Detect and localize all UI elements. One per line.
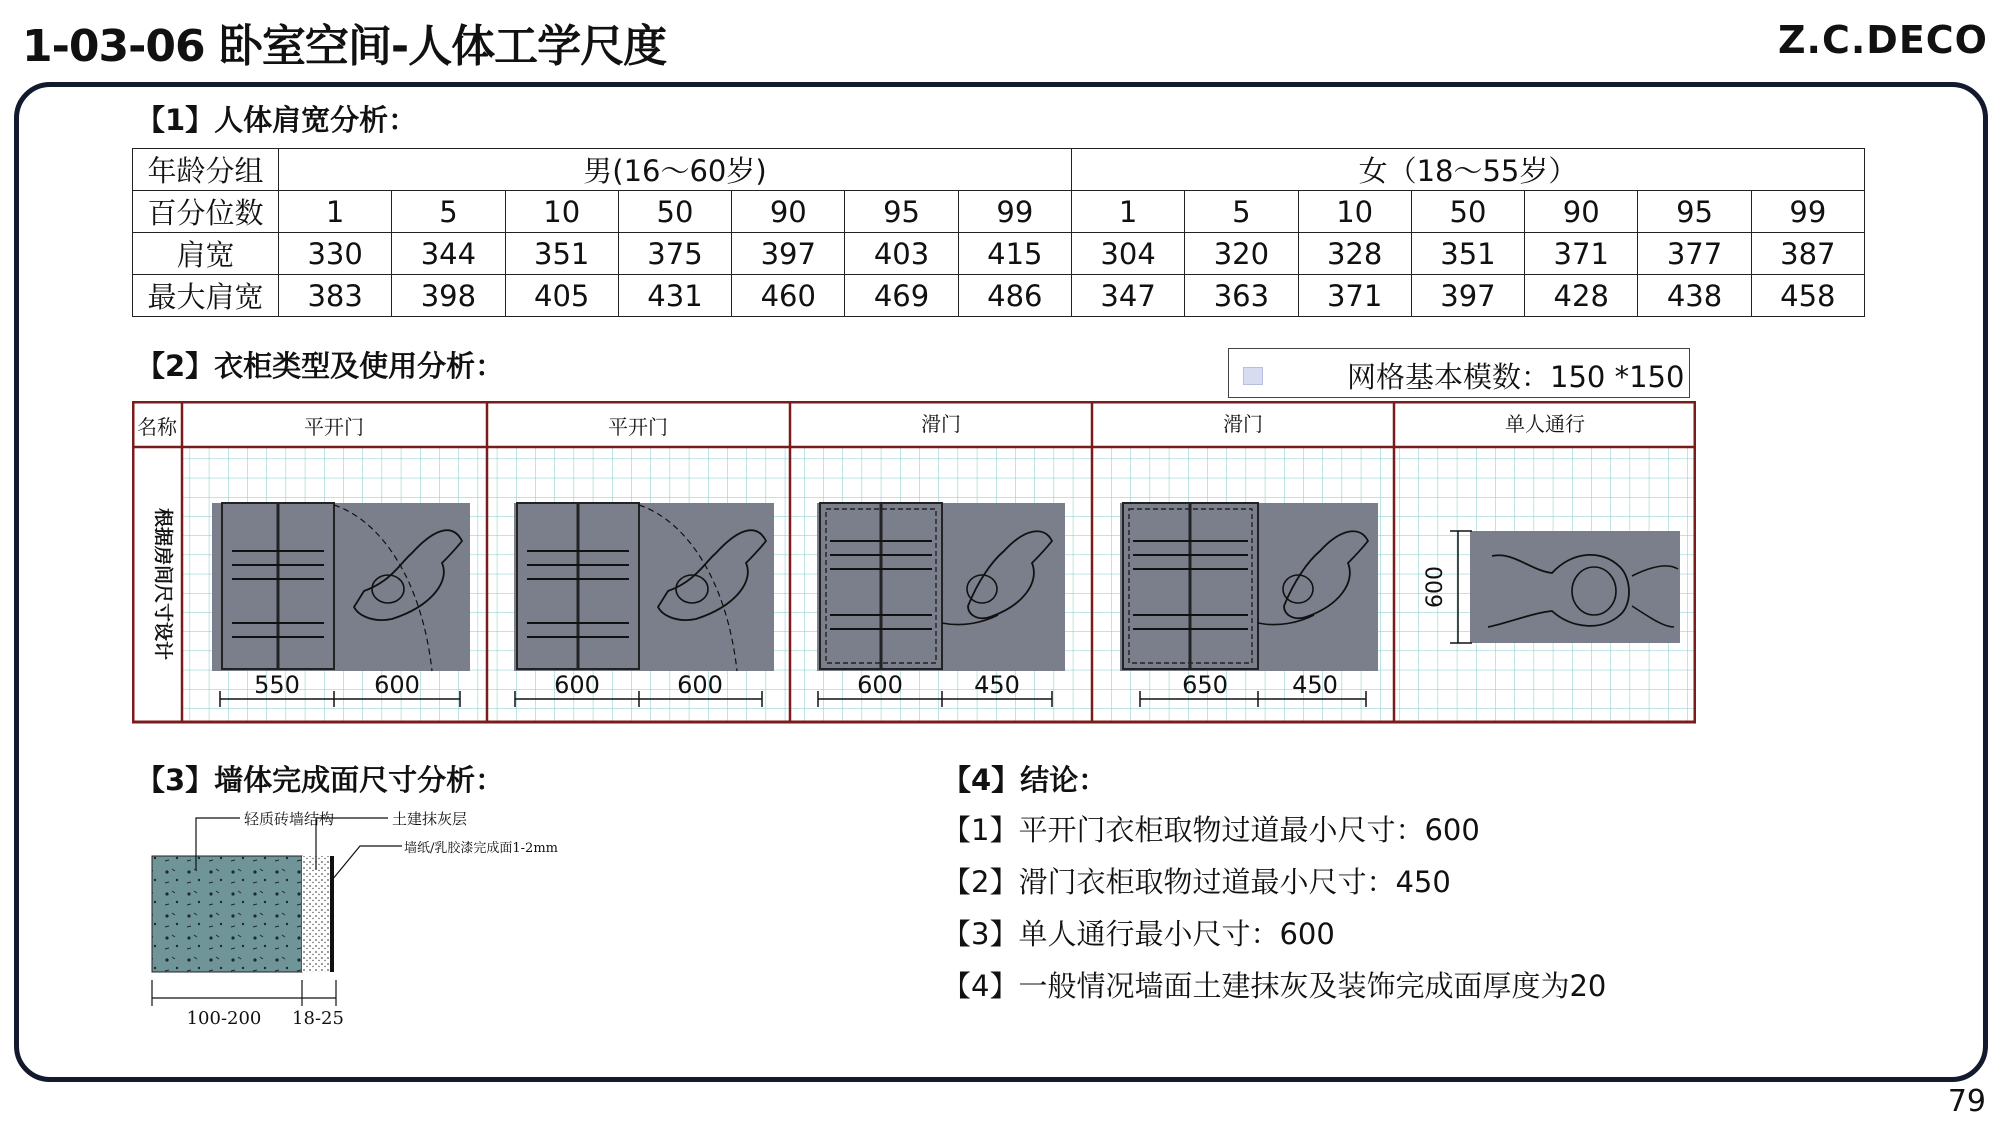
value-cell: 397	[732, 233, 845, 275]
dimension-label: 550	[254, 671, 300, 699]
value-cell: 351	[1411, 233, 1524, 275]
value-cell: 403	[845, 233, 958, 275]
value-cell: 397	[1411, 275, 1524, 317]
value-cell: 460	[732, 275, 845, 317]
dimension-label: 600	[1423, 566, 1448, 608]
value-cell: 377	[1638, 233, 1751, 275]
row-label-max-shoulder: 最大肩宽	[133, 275, 279, 317]
male-group-header: 男(16～60岁)	[279, 149, 1072, 191]
value-cell: 304	[1071, 233, 1184, 275]
row-label-shoulder: 肩宽	[133, 233, 279, 275]
table-row	[133, 191, 1865, 233]
page-number: 79	[1947, 1084, 1986, 1119]
layer-label: 土建抹灰层	[392, 810, 468, 828]
value-cell: 398	[392, 275, 505, 317]
table-row	[133, 149, 1865, 191]
value-cell: 469	[845, 275, 958, 317]
value-cell: 328	[1298, 233, 1411, 275]
name-label: 名称	[137, 415, 177, 439]
percentile-cell: 10	[505, 191, 618, 233]
section1-heading: 【1】人体肩宽分析：	[136, 103, 418, 137]
percentile-cell: 99	[1751, 191, 1864, 233]
page-title: 1-03-06 卧室空间-人体工学尺度	[22, 21, 667, 72]
value-cell: 486	[958, 275, 1071, 317]
percentile-cell: 50	[618, 191, 731, 233]
legend-swatch-icon	[1243, 367, 1263, 385]
finish-layer-shape	[330, 856, 334, 972]
conclusion-item: 【1】平开门衣柜取物过道最小尺寸：600	[942, 813, 1480, 847]
dimension-label: 450	[974, 671, 1020, 699]
value-cell: 383	[279, 275, 392, 317]
percentile-cell: 90	[732, 191, 845, 233]
shoulder-width-table	[132, 148, 1865, 317]
value-cell: 320	[1185, 233, 1298, 275]
dimension-label: 450	[1292, 671, 1338, 699]
value-cell: 375	[618, 233, 731, 275]
value-cell: 438	[1638, 275, 1751, 317]
percentile-cell: 90	[1525, 191, 1638, 233]
section2-heading: 【2】衣柜类型及使用分析：	[136, 349, 505, 383]
value-cell: 405	[505, 275, 618, 317]
table-row	[133, 233, 1865, 275]
percentile-cell: 95	[845, 191, 958, 233]
conclusion-item: 【3】单人通行最小尺寸：600	[942, 917, 1335, 951]
column-title: 滑门	[921, 412, 961, 436]
conclusion-item: 【4】一般情况墙面土建抹灰及装饰完成面厚度为20	[942, 969, 1607, 1003]
value-cell: 371	[1298, 275, 1411, 317]
percentile-cell: 50	[1411, 191, 1524, 233]
side-label: 根据房间尺寸设计	[152, 507, 174, 661]
value-cell: 415	[958, 233, 1071, 275]
percentile-cell: 1	[279, 191, 392, 233]
value-cell: 387	[1751, 233, 1864, 275]
dimension-label: 18-25	[292, 1008, 344, 1029]
table-row	[133, 275, 1865, 317]
plaster-layer-shape	[302, 856, 330, 972]
column-title: 滑门	[1223, 412, 1263, 436]
conclusion-item: 【2】滑门衣柜取物过道最小尺寸：450	[942, 865, 1451, 899]
column-title: 平开门	[304, 415, 364, 439]
value-cell: 458	[1751, 275, 1864, 317]
grid-module-note	[1228, 348, 1690, 398]
value-cell: 428	[1525, 275, 1638, 317]
section4-heading: 【4】结论：	[942, 763, 1108, 797]
layer-label: 墙纸/乳胶漆完成面1-2mm	[404, 841, 558, 856]
grid-module-text: 网格基本模数：150 *150	[1347, 360, 1685, 394]
layer-label: 轻质砖墙结构	[244, 810, 335, 828]
percentile-label: 百分位数	[133, 191, 279, 233]
percentile-cell: 10	[1298, 191, 1411, 233]
percentile-cell: 95	[1638, 191, 1751, 233]
value-cell: 330	[279, 233, 392, 275]
brand-logo-text: Z.C.DECO	[1777, 18, 1988, 62]
female-group-header: 女（18～55岁）	[1071, 149, 1864, 191]
dimension-label: 600	[554, 671, 600, 699]
age-group-label: 年龄分组	[133, 149, 279, 191]
brick-wall-shape	[152, 856, 302, 972]
wall-section-diagram	[140, 800, 610, 1040]
wardrobe-analysis-diagram	[132, 401, 1696, 725]
column-title: 单人通行	[1505, 412, 1585, 436]
percentile-cell: 5	[1185, 191, 1298, 233]
value-cell: 347	[1071, 275, 1184, 317]
section3-heading: 【3】墙体完成面尺寸分析：	[136, 763, 505, 797]
dimension-label: 100-200	[186, 1008, 262, 1029]
value-cell: 351	[505, 233, 618, 275]
dimension-label: 600	[857, 671, 903, 699]
column-title: 平开门	[608, 415, 668, 439]
value-cell: 344	[392, 233, 505, 275]
value-cell: 431	[618, 275, 731, 317]
dimension-label: 600	[374, 671, 420, 699]
percentile-cell: 99	[958, 191, 1071, 233]
value-cell: 363	[1185, 275, 1298, 317]
percentile-cell: 5	[392, 191, 505, 233]
percentile-cell: 1	[1071, 191, 1184, 233]
dimension-label: 650	[1182, 671, 1228, 699]
value-cell: 371	[1525, 233, 1638, 275]
dimension-label: 600	[677, 671, 723, 699]
